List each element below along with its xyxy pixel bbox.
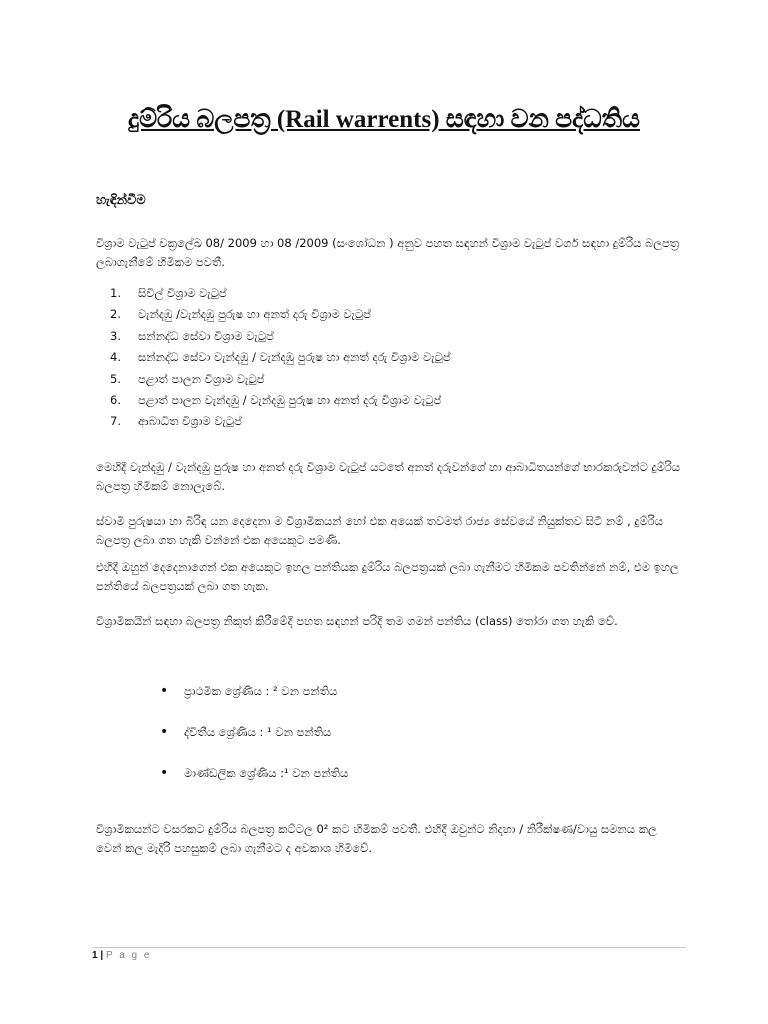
footer-separator: | [100, 950, 104, 961]
bullet-icon: • [160, 765, 169, 781]
page-label: P a g e [105, 950, 152, 961]
section-heading: හැඳින්වීම [96, 193, 146, 208]
list-item: 7. ආබාධිත විශ්‍රාම වැටුප් [110, 414, 242, 429]
list-item: 6. පළාත් පාලන වැන්දඹු / වැන්දඹු පුරුෂ හා අනත් දරු විශ්‍රාම වැටුප් [110, 392, 442, 407]
pension-types-list [110, 283, 451, 433]
list-item: 2. වැන්දඹු /වැන්දඹු පුරුෂ හා අනත් දරු විශ්‍රාම වැටුප් [110, 307, 371, 322]
widow-paragraph: මෙහිදී වැන්දඹු / වැන්දඹු පුරුෂ හා අනත් දරු විශ්‍රාම වැටුප් යටතේ අනත් දරුවන්ගේ හා ආබාධිතයන්ගේ භාරකරුවන්ට දුම්රිය බලපත්‍ර හිමිකම් නොලැබේ. [96, 460, 681, 493]
class-paragraph: එහිදී ඔහුන් දෙදෙනාගෙන් එක අයෙකුට ඉහල පන්තියක දුම්රිය බලපත්‍රයක් ලබා ගැනීමට හිමිකම පවතින්නේ නම්, එම ඉහල පන්තියේ බලපත්‍රයක් ලබා ගත හැක. [96, 560, 679, 593]
bullet-icon: • [160, 683, 169, 699]
annual-paragraph: විශ්‍රාමිකයන්ට වසරකට දුම්රිය බලපත්‍ර කට්ටල 0² කට හිමිකම් පවතී. එහිදී ඔවුන්ට නිදහා / නිරීක්ෂණ/වායු සමනය කල වෙන් කල මැදිරි පහසුකම් ලබා ගැනීමට ද අවකාශ හිමිවේ. [96, 822, 657, 855]
footer-divider [92, 947, 686, 948]
list-item: • මාණ්ඩලික ශ්‍රේණිය :¹ වන පන්තිය [160, 762, 348, 803]
intro-paragraph: විශ්‍රාම වැටුප් චක්‍රලේඛ 08/ 2009 හා 08 /2009 (සංශෝධන ) අනුව පහත සඳහන් විශ්‍රාම වැටුප් වර්ග සඳහා දුම්රිය බලපත්‍ර ලබාගැනීමේ හිමිකම පවතී. [96, 236, 680, 269]
page-number: 1 [92, 950, 98, 961]
page-footer [92, 950, 151, 961]
grades-list [160, 680, 348, 803]
list-item: • ද්විතීය ශ්‍රේණිය : ¹ වන පන්තිය [160, 721, 348, 762]
list-item: 1. සිවිල් විශ්‍රාම වැටුප් [110, 286, 227, 300]
list-item: • ප්‍රාථමික ශ්‍රේණිය : ² වන පන්තිය [160, 680, 348, 721]
choose-class-paragraph: විශ්‍රාමිකයින් සඳහා බලපත්‍ර නිකුත් කිරීමේදී පහත සඳහන් පරිදි තම ගමන් පන්තිය (class) තෝරා ගත හැකි වේ. [96, 614, 618, 628]
list-item: 3. සන්නද්ධ සේවා විශ්‍රාම වැටුප් [110, 328, 274, 343]
spouses-paragraph: ස්වාමි පුරුෂයා හා බිරිඳ යන දෙදෙනා ම විශ්‍රාමිකයන් හෝ එක අයෙක් තවමත් රාජ්‍ය සේවයේ නියුක්තව සිටී නම් , දුම්රිය බලපත්‍ර ලබා ගත හැකි වන්නේ එක අයෙකුට පමණි. [96, 514, 664, 547]
page-title: දුම්රිය බලපත්‍ර (Rail warrents) සඳහා වන පද්ධතිය [128, 106, 640, 133]
list-item: 5. පළාත් පාලන විශ්‍රාම වැටුප් [110, 371, 265, 386]
bullet-icon: • [160, 724, 169, 740]
list-item: 4. සන්නද්ධ සේවා වැන්දඹු / වැන්දඹු පුරුෂ හා අනත් දරු විශ්‍රාම වැටුප් [110, 350, 451, 365]
